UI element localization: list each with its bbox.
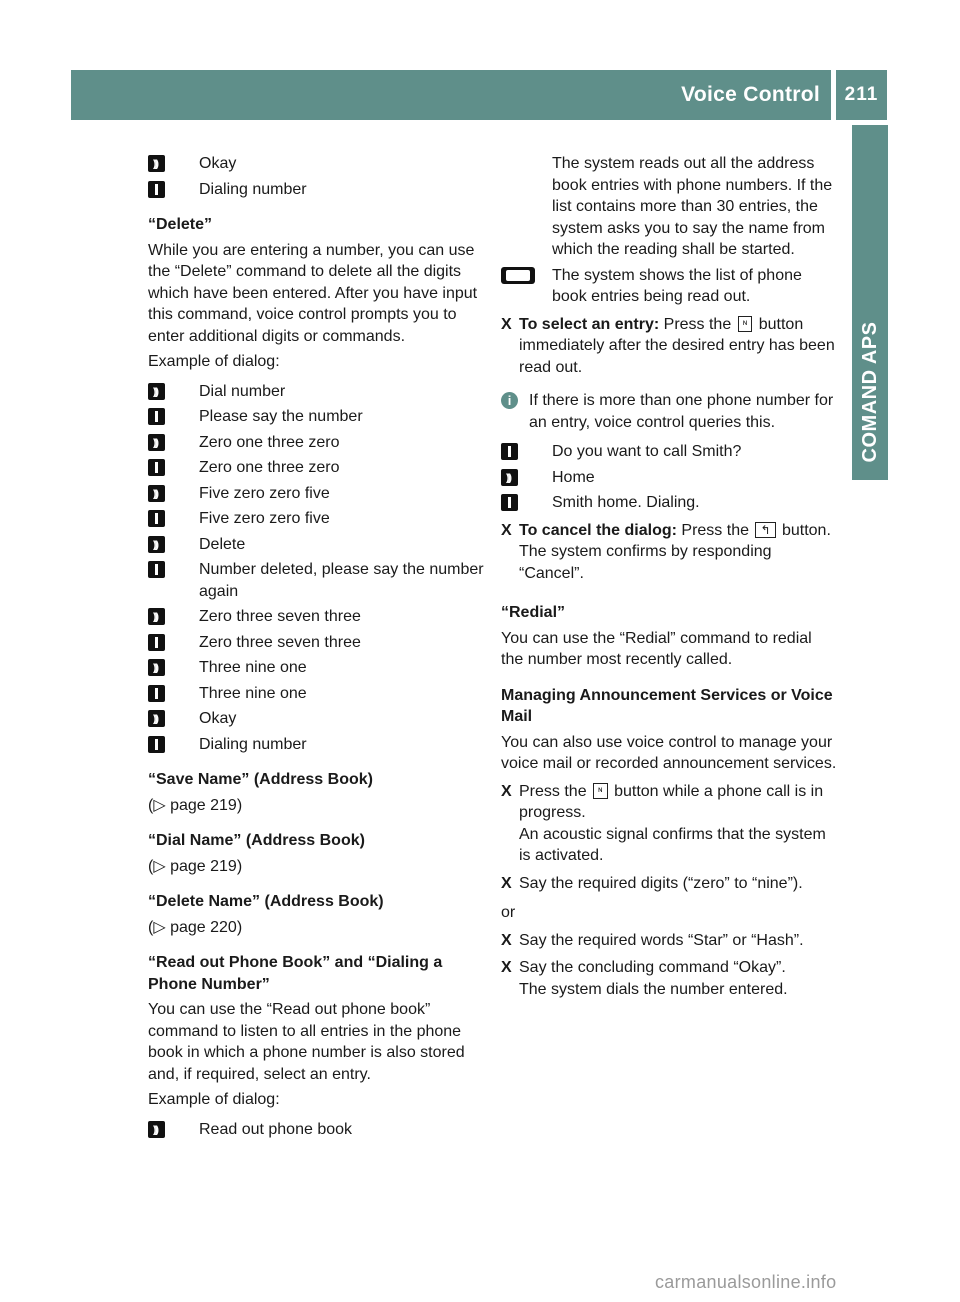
step-arrow-icon: X (501, 521, 512, 539)
step4-text: Say the concluding command “Okay”. (519, 959, 786, 976)
dialog-row (148, 657, 484, 679)
delete-paragraph: While you are entering a number, you can use the “Delete” command to delete all the digits which have been entered. After you have input this command, voice control prompts you to enter additional digits or commands. (148, 241, 478, 345)
step-say-words (501, 930, 837, 952)
display-screen-icon (501, 267, 535, 284)
user-speech-icon (148, 383, 165, 400)
select-entry-text-b: button immediately after the desired entry has been read out. (519, 315, 835, 376)
screen-row-text: The system shows the list of phone book entries being read out. (552, 266, 802, 305)
dialog-text: Zero three seven three (199, 608, 361, 625)
step-arrow-icon: X (501, 874, 512, 892)
dialog-row (148, 606, 484, 628)
dialog-row (501, 492, 837, 514)
cancel-step (501, 520, 837, 585)
save-name-ref[interactable]: (▷ page 219) (148, 796, 243, 814)
dialog-text: Zero one three zero (199, 459, 340, 476)
dialog-text: Five zero zero five (199, 510, 330, 527)
dialog-row (148, 683, 484, 705)
example-label: Example of dialog: (148, 353, 280, 370)
dialog-text: Do you want to call Smith? (552, 443, 742, 460)
dialog-row (148, 483, 484, 505)
delete-name-heading: “Delete Name” (Address Book) (148, 893, 384, 910)
dialog-text: Three nine one (199, 659, 307, 676)
dialog-row (501, 467, 837, 489)
step-arrow-icon: X (501, 315, 512, 333)
system-speech-icon (148, 181, 165, 198)
page-number: 211 (844, 84, 879, 105)
system-speech-icon (148, 510, 165, 527)
dialog-text: Read out phone book (199, 1120, 353, 1138)
phone-button-icon: ᶰ (738, 316, 753, 332)
dialog-text: Okay (199, 155, 237, 172)
select-entry-step (501, 314, 837, 379)
dial-name-ref[interactable]: (▷ page 219) (148, 857, 243, 875)
side-tab-label: COMAND APS (859, 321, 881, 463)
system-reads-row (501, 153, 837, 261)
redial-heading: “Redial” (501, 604, 566, 621)
managing-heading: Managing Announcement Services or Voice Mail (501, 686, 833, 725)
step-press-button (501, 781, 837, 867)
system-reads-text: The system reads out all the address book entries with phone numbers. If the list contains more than 30 entries, the system asks you to say the name from which the reading shall be started. (552, 155, 833, 258)
dialog-text: Dial number (199, 382, 286, 400)
step2-text: Say the required digits (“zero” to “nine”). (519, 874, 803, 892)
step-say-digits (501, 873, 837, 895)
step-arrow-icon: X (501, 931, 512, 949)
left-column (148, 153, 484, 1144)
user-speech-icon (148, 155, 165, 172)
cancel-text-c: The system confirms by responding “Cancel”. (519, 543, 772, 582)
right-column (501, 153, 837, 1000)
save-name-heading: “Save Name” (Address Book) (148, 771, 373, 788)
delete-name-ref[interactable]: (▷ page 220) (148, 918, 243, 936)
user-speech-icon (148, 1121, 165, 1138)
info-icon: i (501, 392, 518, 409)
dialog-text: Okay (199, 710, 237, 727)
read-out-heading: “Read out Phone Book” and “Dialing a Phone Number” (148, 954, 443, 993)
dialog-text: Number deleted, please say the number again (199, 561, 484, 600)
example-label-2: Example of dialog: (148, 1091, 280, 1108)
read-out-paragraph: You can use the “Read out phone book” command to listen to all entries in the phone book in which a phone number is also stored and, if required, select an entry. (148, 1001, 465, 1083)
cancel-bold: To cancel the dialog: (519, 521, 677, 539)
step1-text-c: An acoustic signal confirms that the system is activated. (519, 825, 826, 864)
select-entry-text-a: Press the (663, 315, 732, 333)
system-speech-icon (148, 736, 165, 753)
back-button-icon: ↰ (755, 522, 775, 538)
dialog-row (148, 432, 484, 454)
dialog-row (148, 406, 484, 428)
dialog-row (148, 508, 484, 530)
screen-row (501, 265, 837, 308)
redial-paragraph: You can use the “Redial” command to redial the number most recently called. (501, 629, 812, 668)
user-speech-icon (148, 710, 165, 727)
dialog-row (148, 457, 484, 479)
dialog-text: Zero three seven three (199, 633, 361, 651)
system-speech-icon (501, 494, 518, 511)
step-arrow-icon: X (501, 782, 512, 800)
select-entry-bold: To select an entry: (519, 315, 660, 333)
dialog-text: Delete (199, 535, 246, 553)
page-title: Voice Control (681, 83, 820, 106)
dialog-text: Dialing number (199, 735, 307, 753)
dialog-text: Please say the number (199, 408, 363, 425)
dialog-row (148, 381, 484, 403)
step4-text-b: The system dials the number entered. (519, 980, 788, 998)
dialog-row (148, 559, 484, 602)
dialog-row (501, 441, 837, 463)
user-speech-icon (148, 485, 165, 502)
system-speech-icon (148, 561, 165, 578)
user-speech-icon (501, 469, 518, 486)
user-speech-icon (148, 608, 165, 625)
dialog-text: Smith home. Dialing. (552, 494, 700, 511)
system-speech-icon (148, 408, 165, 425)
step3-text: Say the required words “Star” or “Hash”. (519, 931, 804, 949)
dialog-text: Five zero zero five (199, 484, 330, 502)
user-speech-icon (148, 434, 165, 451)
cancel-text-a: Press the (681, 521, 749, 539)
step1-text-a: Press the (519, 782, 587, 800)
dialog-row (148, 1119, 484, 1141)
phone-button-icon: ᶰ (593, 783, 608, 799)
cancel-text-b: button. (781, 521, 831, 539)
dialog-row (148, 632, 484, 654)
info-text: If there is more than one phone number for an entry, voice control queries this. (529, 392, 834, 431)
info-note (501, 390, 837, 433)
system-speech-icon (148, 459, 165, 476)
step-say-okay (501, 957, 837, 1000)
user-speech-icon (148, 536, 165, 553)
dial-name-heading: “Dial Name” (Address Book) (148, 832, 365, 849)
delete-heading: “Delete” (148, 216, 213, 233)
dialog-row (148, 534, 484, 556)
dialog-text: Zero one three zero (199, 433, 340, 451)
dialog-text: Dialing number (199, 180, 307, 198)
dialog-text: Home (552, 468, 595, 486)
system-speech-icon (148, 634, 165, 651)
system-speech-icon (148, 685, 165, 702)
managing-paragraph: You can also use voice control to manage your voice mail or recorded announcement services. (501, 733, 837, 772)
or-label: or (501, 904, 516, 921)
dialog-row (148, 708, 484, 730)
system-speech-icon (501, 443, 518, 460)
step-arrow-icon: X (501, 959, 512, 976)
step1-text-b: button while a phone call is in progress. (519, 782, 824, 821)
dialog-text: Three nine one (199, 684, 307, 702)
user-speech-icon (148, 659, 165, 676)
dialog-row (148, 153, 484, 175)
watermark[interactable]: carmanualsonline.info (655, 1272, 837, 1292)
dialog-row (148, 734, 484, 756)
dialog-row (148, 179, 484, 201)
